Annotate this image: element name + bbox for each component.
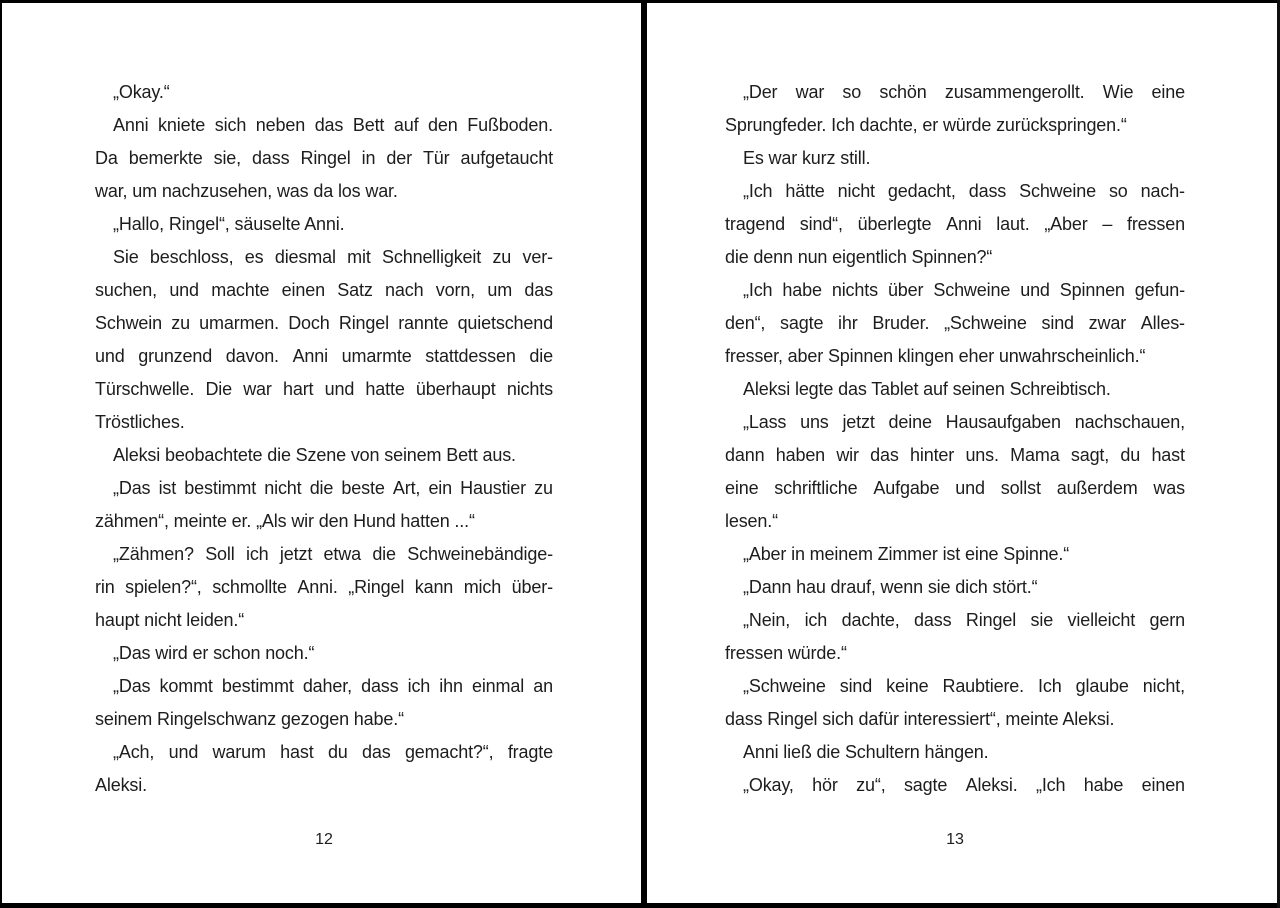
text-word: „Schweine — [944, 313, 1027, 333]
text-line — [725, 208, 1185, 241]
text-word: Ich — [1038, 676, 1062, 696]
text-word: sagte — [780, 313, 824, 333]
text-word: überhaupt — [415, 379, 496, 399]
text-word: was — [1153, 478, 1185, 498]
text-line: fressen würde.“ — [725, 643, 847, 663]
text-word: „Ringel — [348, 577, 405, 597]
text-word: nach- — [1140, 181, 1185, 201]
text-word: sollst — [1000, 478, 1041, 498]
text-line — [95, 142, 553, 175]
text-line — [725, 472, 1185, 505]
text-word: Spinnen — [1059, 280, 1125, 300]
text-line: Sprungfeder. Ich dachte, er würde zurückspringen.“ — [725, 115, 1127, 135]
text-word: hast — [1151, 445, 1185, 465]
text-word: du — [1120, 445, 1141, 465]
text-line: „Hallo, Ringel“, säuselte Anni. — [113, 214, 345, 234]
text-line — [725, 76, 1185, 109]
text-word: den — [428, 115, 458, 135]
text-word: spielen?“, — [125, 577, 202, 597]
text-word: hätte — [785, 181, 825, 201]
text-word: „Ach, — [113, 742, 155, 762]
text-line: Tröstliches. — [95, 412, 185, 432]
text-word: nicht, — [1142, 676, 1185, 696]
text-word: grunzend — [138, 346, 213, 366]
text-word: „Das — [113, 676, 151, 696]
text-word: Schwein — [95, 313, 162, 333]
text-word: bestimmt — [221, 676, 294, 696]
text-word: Schnelligkeit — [382, 247, 482, 267]
text-block — [725, 76, 1185, 802]
text-word: war — [243, 379, 272, 399]
text-word: jetzt — [842, 412, 875, 432]
text-word: habe — [782, 280, 822, 300]
text-word: das — [314, 115, 344, 135]
text-line — [95, 340, 553, 373]
text-line — [95, 373, 553, 406]
text-word: Soll — [205, 544, 235, 564]
text-line — [725, 274, 1185, 307]
text-word: wir — [836, 445, 859, 465]
text-word: zu — [534, 478, 553, 498]
text-word: „Der — [743, 82, 778, 102]
text-word: – — [1102, 214, 1113, 234]
text-word: schmollte — [212, 577, 287, 597]
text-block — [95, 76, 553, 802]
text-word: gedacht, — [887, 181, 956, 201]
text-word: etwa — [323, 544, 361, 564]
text-word: zu — [492, 247, 512, 267]
text-word: Ringel — [300, 148, 351, 168]
text-word: tragend — [725, 214, 785, 234]
text-line — [725, 307, 1185, 340]
text-line: „Das wird er schon noch.“ — [113, 643, 315, 663]
text-word: mich — [463, 577, 502, 597]
text-word: „Ich — [1035, 775, 1066, 795]
text-line — [95, 736, 553, 769]
text-line: Es war kurz still. — [743, 148, 871, 168]
text-word: kommt — [159, 676, 213, 696]
text-line: lesen.“ — [725, 511, 778, 531]
text-word: haben — [775, 445, 826, 465]
text-word: ihr — [838, 313, 858, 333]
text-word: Haustier — [460, 478, 526, 498]
text-word: Tür — [422, 148, 450, 168]
text-word: Satz — [337, 280, 373, 300]
text-word: gern — [1149, 610, 1185, 630]
text-word: Türschwelle. — [95, 379, 195, 399]
text-word: in — [361, 148, 376, 168]
text-word: Hausaufgaben — [945, 412, 1061, 432]
text-word: die — [309, 478, 334, 498]
text-word: die — [372, 544, 396, 564]
text-word: sind — [839, 676, 873, 696]
text-line: war, um nachzusehen, was da los war. — [95, 181, 398, 201]
text-word: „Okay, — [743, 775, 794, 795]
text-word: stattdessen — [425, 346, 516, 366]
text-word: dann — [725, 445, 765, 465]
text-line: Aleksi. — [95, 775, 147, 795]
text-line — [725, 175, 1185, 208]
text-word: „Das — [113, 478, 151, 498]
text-word: ist — [158, 478, 177, 498]
text-word: dass — [914, 610, 952, 630]
text-line: „Okay.“ — [113, 82, 170, 102]
text-word: Schweinebändige- — [407, 544, 553, 564]
text-word: mit — [347, 247, 371, 267]
text-word: bemerkte — [128, 148, 203, 168]
text-line — [725, 406, 1185, 439]
text-word: dass — [252, 148, 290, 168]
text-word: das — [362, 742, 391, 762]
page-number-left: 12 — [315, 831, 333, 848]
text-word: du — [327, 742, 348, 762]
text-word: und — [169, 280, 199, 300]
text-word: habe — [1083, 775, 1124, 795]
text-line: fresser, aber Spinnen klingen eher unwahrscheinlich.“ — [725, 346, 1146, 366]
text-word: zusammengerollt. — [944, 82, 1085, 102]
text-word: schön — [879, 82, 927, 102]
text-word: den“, — [725, 313, 766, 333]
text-word: überlegte — [857, 214, 932, 234]
text-line — [95, 571, 553, 604]
text-line — [725, 439, 1185, 472]
text-word: Anni — [946, 214, 982, 234]
text-line: Anni ließ die Schultern hängen. — [743, 742, 989, 762]
text-word: keine — [886, 676, 929, 696]
text-word: quietschend — [457, 313, 553, 333]
text-word: fressen — [1126, 214, 1185, 234]
text-word: Ringel — [338, 313, 389, 333]
text-word: warum — [212, 742, 266, 762]
text-word: Sie — [113, 247, 139, 267]
text-word: Doch — [288, 313, 330, 333]
text-word: uns. — [965, 445, 999, 465]
text-word: suchen, — [95, 280, 157, 300]
text-line: „Aber in meinem Zimmer ist eine Spinne.“ — [743, 544, 1070, 564]
text-word: und — [168, 742, 199, 762]
text-word: neben — [255, 115, 306, 135]
text-word: zwar — [1088, 313, 1127, 333]
text-word: ich — [407, 676, 431, 696]
text-word: hinter — [910, 445, 955, 465]
text-word: und — [1020, 280, 1050, 300]
text-line: „Dann hau drauf, wenn sie dich stört.“ — [743, 577, 1038, 597]
text-line — [95, 307, 553, 340]
text-word: Schweine — [933, 280, 1011, 300]
text-word: „Zähmen? — [113, 544, 194, 564]
text-word: einen — [281, 280, 325, 300]
text-word: sagte — [903, 775, 948, 795]
text-word: bestimmt — [184, 478, 257, 498]
text-word: daher, — [302, 676, 352, 696]
text-word: laut. — [996, 214, 1030, 234]
text-word: Ringel — [965, 610, 1017, 630]
text-word: Wie — [1102, 82, 1134, 102]
text-word: das — [524, 280, 553, 300]
text-line: dass Ringel sich dafür interessiert“, meinte Aleksi. — [725, 709, 1115, 729]
text-word: aufgetaucht — [460, 148, 553, 168]
text-word: auf — [393, 115, 419, 135]
text-word: Bett — [352, 115, 385, 135]
text-word: ich — [804, 610, 828, 630]
text-word: zu“, — [856, 775, 886, 795]
text-word: so — [1108, 181, 1128, 201]
text-word: kann — [414, 577, 454, 597]
text-line: seinem Ringelschwanz gezogen habe.“ — [95, 709, 404, 729]
text-line — [95, 241, 553, 274]
text-word: glaube — [1075, 676, 1129, 696]
text-line: Aleksi beobachtete die Szene von seinem Bett aus. — [113, 445, 516, 465]
page-number-right: 13 — [946, 831, 964, 848]
text-word: nicht — [264, 478, 302, 498]
text-word: „Ich — [743, 280, 773, 300]
text-line: Aleksi legte das Tablet auf seinen Schreibtisch. — [743, 379, 1111, 399]
text-word: davon. — [225, 346, 279, 366]
text-word: Bruder. — [872, 313, 930, 333]
text-word: außerdem — [1056, 478, 1138, 498]
text-word: dass — [968, 181, 1007, 201]
text-word: eine — [1151, 82, 1185, 102]
text-word: sie, — [213, 148, 242, 168]
text-word: ver- — [522, 247, 553, 267]
text-word: diesmal — [274, 247, 336, 267]
text-line: zähmen“, meinte er. „Als wir den Hund hatten ...“ — [95, 511, 475, 531]
text-word: und — [955, 478, 985, 498]
text-line: die denn nun eigentlich Spinnen?“ — [725, 247, 993, 267]
text-word: über — [887, 280, 924, 300]
text-word: nichts — [831, 280, 878, 300]
text-word: Anni. — [297, 577, 338, 597]
text-word: sagt, — [1070, 445, 1110, 465]
text-word: war — [795, 82, 825, 102]
text-word: gemacht?“, — [404, 742, 494, 762]
text-word: „Nein, — [743, 610, 791, 630]
text-word: die — [529, 346, 553, 366]
text-word: uns — [800, 412, 829, 432]
text-line — [725, 604, 1185, 637]
text-word: „Lass — [743, 412, 787, 432]
text-word: ich — [245, 544, 269, 564]
text-word: der — [386, 148, 412, 168]
text-word: hör — [812, 775, 838, 795]
text-word: sich — [214, 115, 247, 135]
text-word: hart — [282, 379, 314, 399]
text-word: „Aber — [1044, 214, 1088, 234]
text-line: haupt nicht leiden.“ — [95, 610, 245, 630]
page-right — [647, 0, 1280, 908]
text-word: ihn — [439, 676, 463, 696]
text-word: gefun- — [1134, 280, 1185, 300]
text-word: nach — [385, 280, 424, 300]
text-word: nichts — [506, 379, 553, 399]
text-word: einmal — [471, 676, 525, 696]
text-word: an — [533, 676, 553, 696]
text-word: um — [487, 280, 513, 300]
text-word: über- — [511, 577, 553, 597]
text-word: „Ich — [743, 181, 773, 201]
text-word: beste — [341, 478, 385, 498]
text-word: machte — [211, 280, 270, 300]
text-word: so — [842, 82, 862, 102]
text-word: es — [244, 247, 264, 267]
text-word: Da — [95, 148, 118, 168]
text-word: Aufgabe — [873, 478, 940, 498]
text-line — [725, 670, 1185, 703]
text-line — [95, 274, 553, 307]
text-word: Fußboden. — [467, 115, 553, 135]
text-word: nicht — [837, 181, 875, 201]
text-word: Anni — [113, 115, 149, 135]
text-word: umarmte — [341, 346, 412, 366]
text-word: das — [870, 445, 899, 465]
text-line — [725, 769, 1185, 802]
text-word: einen — [1141, 775, 1185, 795]
text-word: jetzt — [279, 544, 313, 564]
text-line — [95, 538, 553, 571]
text-word: eine — [725, 478, 759, 498]
text-word: Art, — [392, 478, 421, 498]
text-word: Raubtiere. — [942, 676, 1025, 696]
text-word: fragte — [507, 742, 553, 762]
text-word: nachschauen, — [1074, 412, 1185, 432]
text-word: dass — [361, 676, 399, 696]
text-word: „Schweine — [743, 676, 826, 696]
text-line — [95, 472, 553, 505]
text-word: sie — [1030, 610, 1054, 630]
text-word: ein — [428, 478, 453, 498]
text-word: Schweine — [1019, 181, 1096, 201]
text-word: und — [95, 346, 125, 366]
text-word: hatte — [365, 379, 405, 399]
text-word: Die — [205, 379, 232, 399]
text-word: rannte — [398, 313, 449, 333]
text-word: Mama — [1010, 445, 1060, 465]
text-word: und — [324, 379, 355, 399]
text-line — [95, 670, 553, 703]
text-word: sind — [1041, 313, 1074, 333]
text-word: Aleksi. — [965, 775, 1018, 795]
text-word: dachte, — [841, 610, 900, 630]
text-word: vorn, — [435, 280, 476, 300]
text-word: rin — [95, 577, 115, 597]
text-word: umarmen. — [199, 313, 279, 333]
text-word: zu — [171, 313, 190, 333]
text-word: vielleicht — [1067, 610, 1136, 630]
text-word: hast — [280, 742, 314, 762]
text-line — [95, 109, 553, 142]
text-word: deine — [888, 412, 932, 432]
text-word: Anni — [292, 346, 329, 366]
text-word: sind“, — [799, 214, 843, 234]
text-word: Alles- — [1140, 313, 1185, 333]
text-word: kniete — [158, 115, 206, 135]
text-word: schriftliche — [774, 478, 858, 498]
text-word: beschloss, — [149, 247, 234, 267]
